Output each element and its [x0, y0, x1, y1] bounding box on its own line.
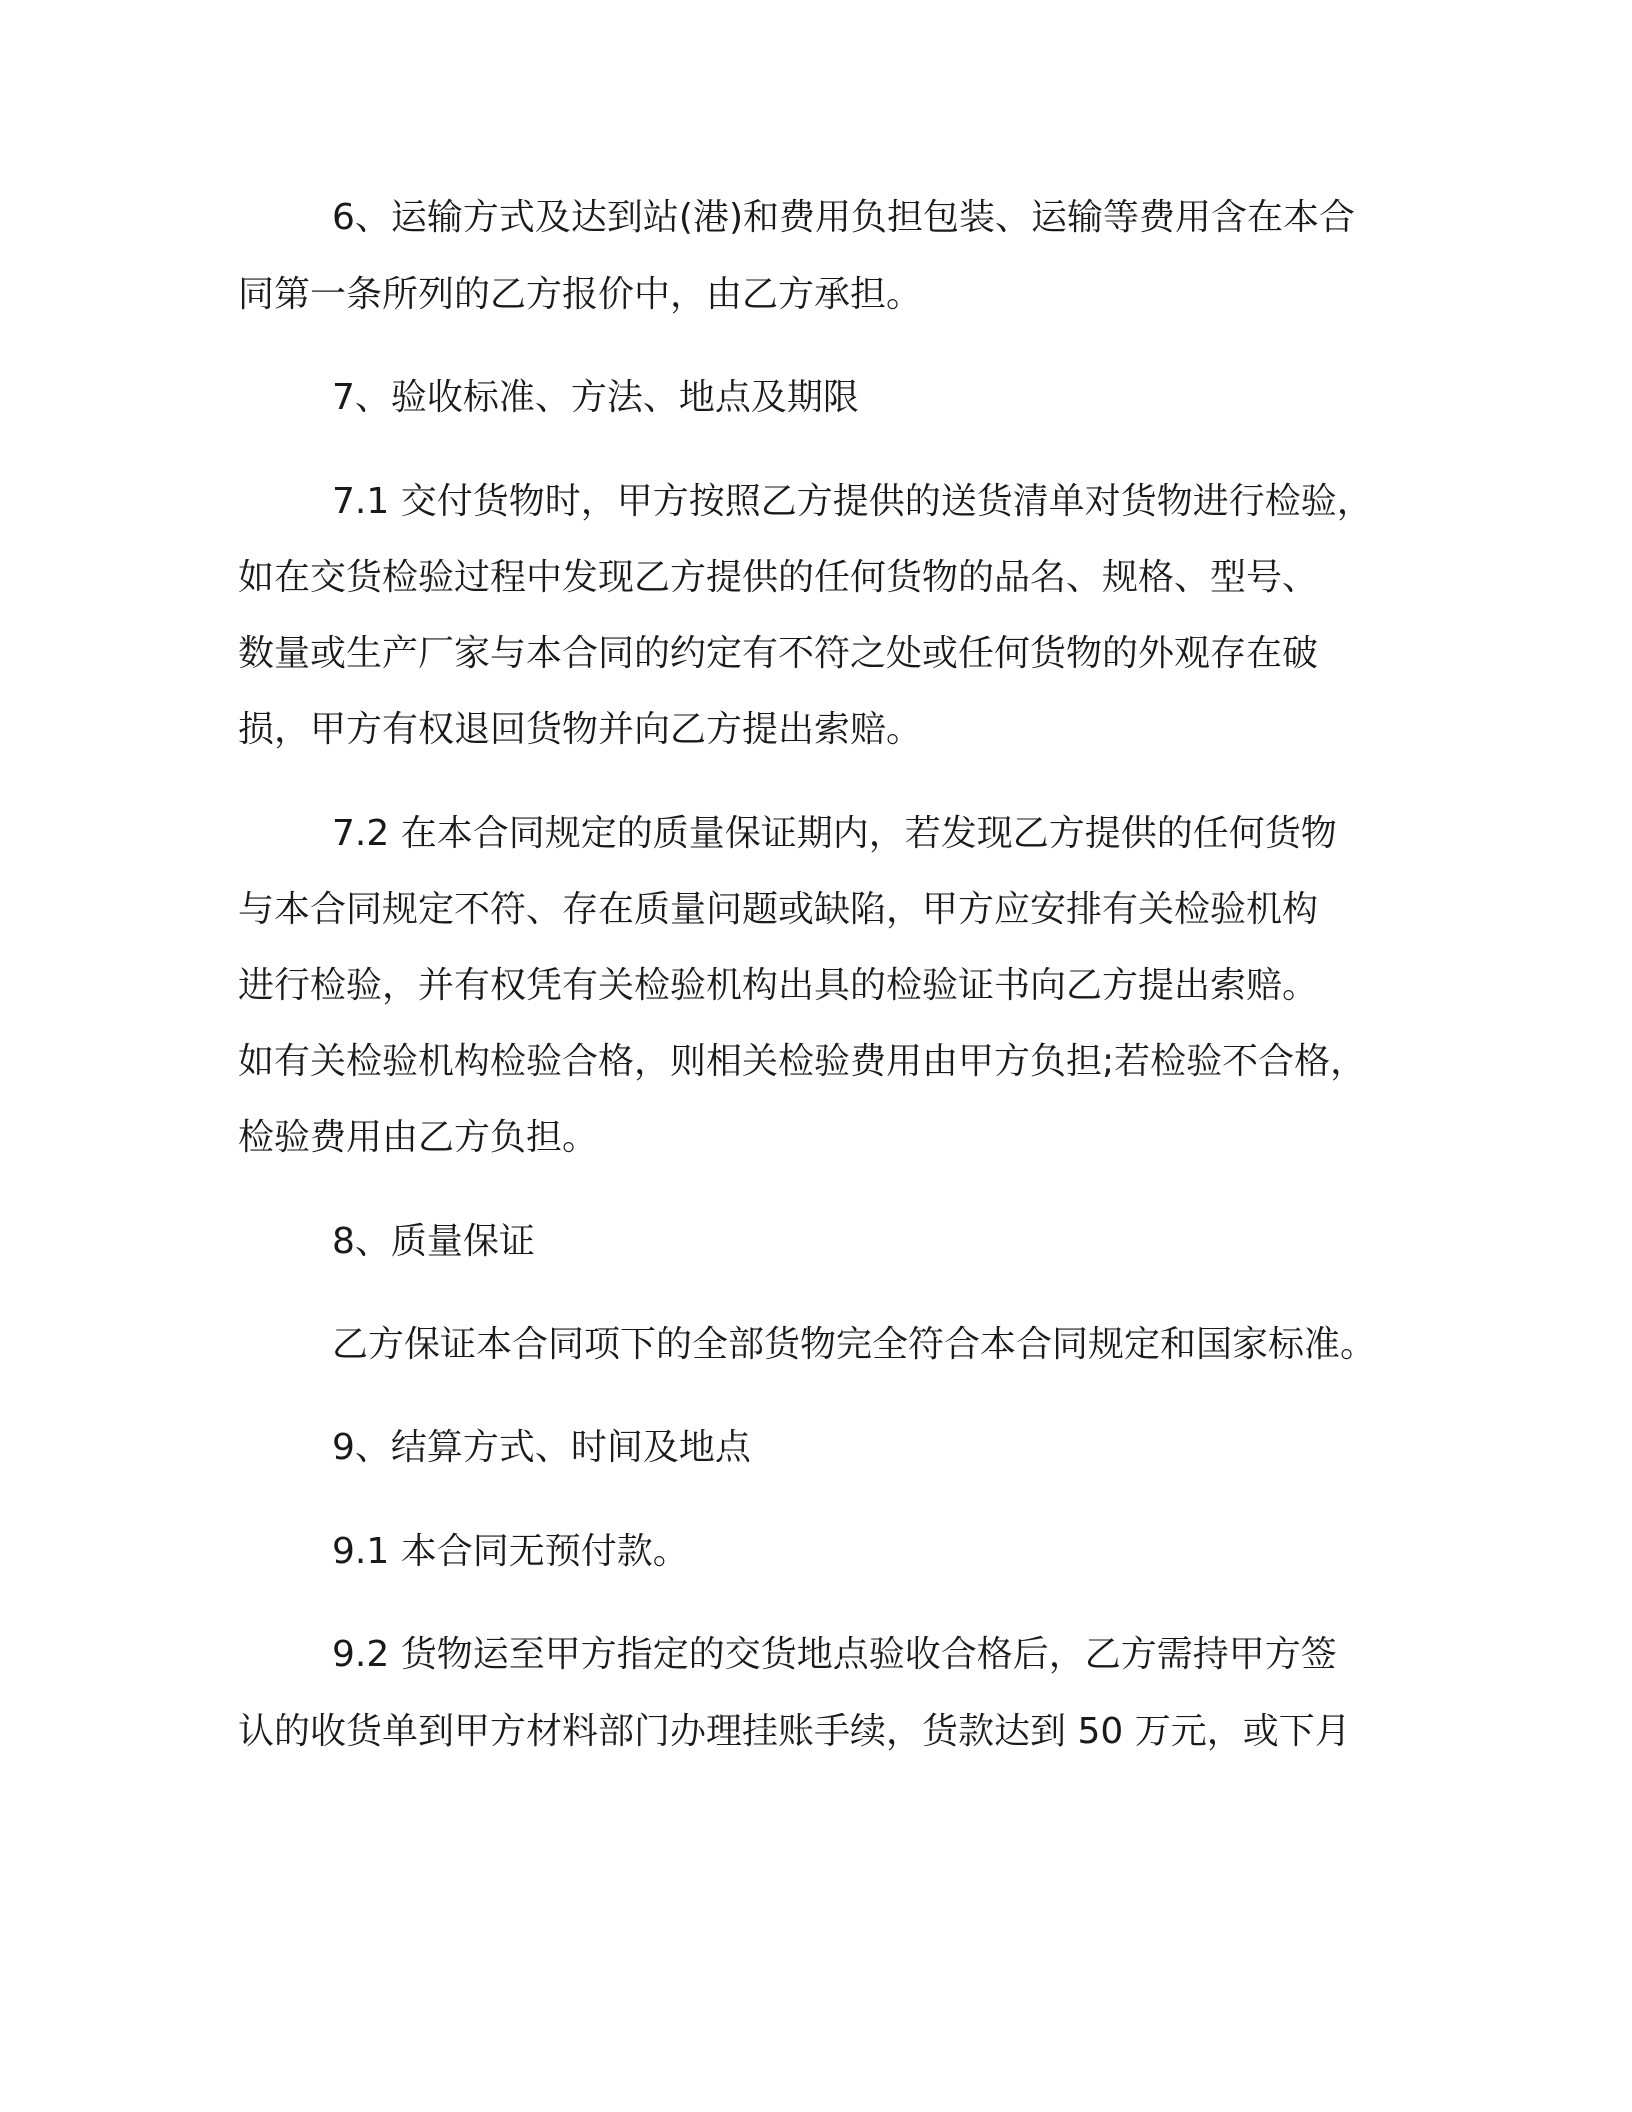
clause-7-2-line-4: 如有关检验机构检验合格，则相关检验费用由甲方负担;若检验不合格，	[238, 1041, 1367, 1082]
clause-7-heading: 7、验收标准、方法、地点及期限	[332, 377, 859, 418]
clause-7-2-line-5: 检验费用由乙方负担。	[238, 1117, 599, 1158]
clause-8-heading: 8、质量保证	[332, 1221, 535, 1262]
clause-9-2-line-2: 认的收货单到甲方材料部门办理挂账手续，货款达到 50 万元，或下月	[238, 1711, 1351, 1752]
clause-7-2-line-1: 7.2 在本合同规定的质量保证期内，若发现乙方提供的任何货物	[332, 813, 1337, 854]
clause-6-line-2: 同第一条所列的乙方报价中，由乙方承担。	[238, 274, 923, 315]
clause-8-body: 乙方保证本合同项下的全部货物完全符合本合同规定和国家标准。	[332, 1324, 1377, 1365]
clause-7-1-line-3: 数量或生产厂家与本合同的约定有不符之处或任何货物的外观存在破	[238, 633, 1319, 674]
clause-7-2-line-2: 与本合同规定不符、存在质量问题或缺陷，甲方应安排有关检验机构	[238, 889, 1319, 930]
clause-7-1-line-2: 如在交货检验过程中发现乙方提供的任何货物的品名、规格、型号、	[238, 557, 1319, 598]
clause-9-1: 9.1 本合同无预付款。	[332, 1531, 689, 1572]
clause-7-1-line-1: 7.1 交付货物时，甲方按照乙方提供的送货清单对货物进行检验，	[332, 481, 1373, 522]
clause-9-heading: 9、结算方式、时间及地点	[332, 1427, 751, 1468]
clause-9-2-line-1: 9.2 货物运至甲方指定的交货地点验收合格后，乙方需持甲方签	[332, 1634, 1337, 1675]
clause-7-1-line-4: 损，甲方有权退回货物并向乙方提出索赔。	[238, 709, 923, 750]
clause-7-2-line-3: 进行检验，并有权凭有关检验机构出具的检验证书向乙方提出索赔。	[238, 965, 1319, 1006]
clause-6-line-1: 6、运输方式及达到站(港)和费用负担包装、运输等费用含在本合	[332, 197, 1355, 238]
